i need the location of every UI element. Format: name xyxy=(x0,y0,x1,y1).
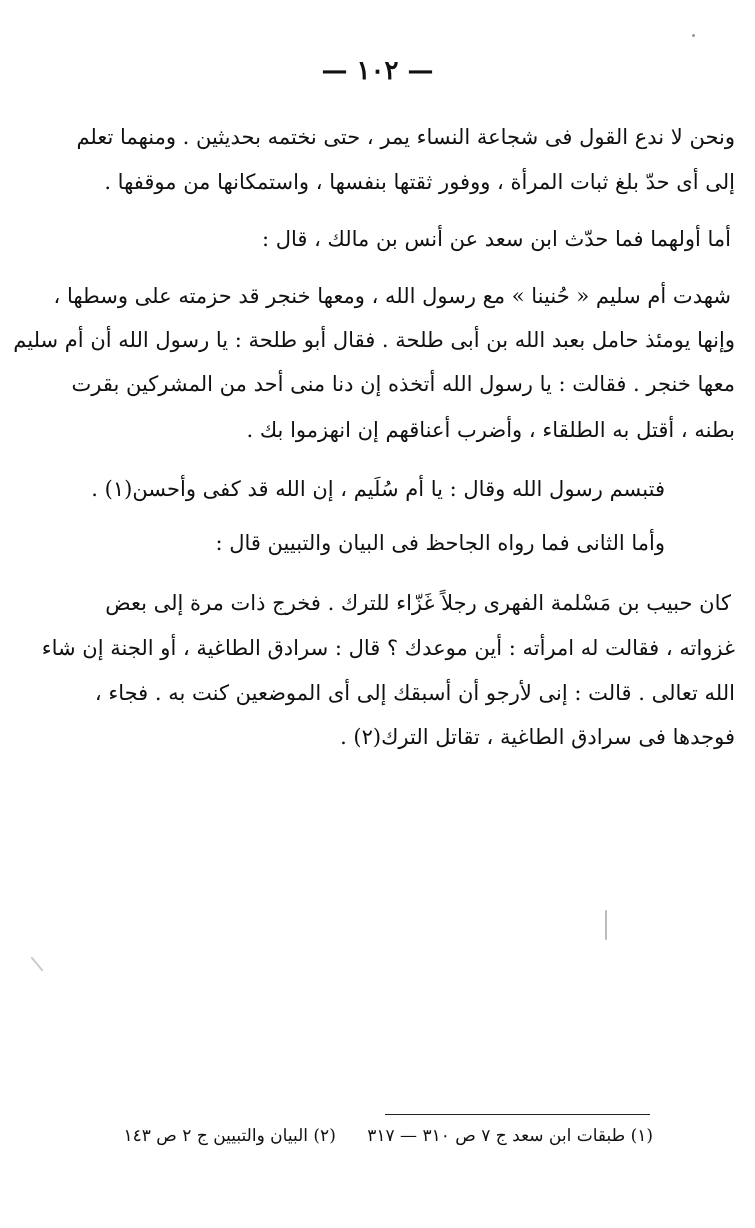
body-line-11: غزواته ، فقالت له امرأته : أين موعدك ؟ قال : سرادق الطاغية ، أو الجنة إن شاء xyxy=(41,636,735,660)
body-line-4: شهدت أم سليم « حُنينا » مع رسول الله ، ومعها خنجر قد حزمته على وسطها ، xyxy=(53,284,731,308)
body-line-8: فتبسم رسول الله وقال : يا أم سُلَيم ، إن الله قد كفى وأحسن(١) . xyxy=(91,477,665,501)
body-line-1: ونحن لا ندع القول فى شجاعة النساء يمر ، حتى نختمه بحديثين . ومنهما تعلم xyxy=(76,125,735,149)
body-line-12: الله تعالى . قالت : إنى لأرجو أن أسبقك إلى أى الموضعين كنت به . فجاء ، xyxy=(94,681,735,705)
body-line-13: فوجدها فى سرادق الطاغية ، تقاتل الترك(٢) . xyxy=(340,725,735,749)
footnote-separator xyxy=(385,1114,650,1115)
scan-mark xyxy=(30,956,43,971)
body-line-6: معها خنجر . فقالت : يا رسول الله أتخذه إن دنا منى أحد من المشركين بقرت xyxy=(71,372,735,396)
body-line-7: بطنه ، أقتل به الطلقاء ، وأضرب أعناقهم إن انهزموا بك . xyxy=(246,418,735,442)
body-line-9: وأما الثانى فما رواه الجاحظ فى البيان والتبيين قال : xyxy=(215,531,665,555)
scan-mark xyxy=(605,910,607,940)
footnote-1: (١) طبقات ابن سعد ج ٧ ص ٣١٠ — ٣١٧ xyxy=(367,1126,653,1146)
footnotes xyxy=(20,1126,653,1146)
footnote-2: (٢) البيان والتبيين ج ٢ ص ١٤٣ xyxy=(123,1126,336,1146)
body-line-3: أما أولهما فما حدّث ابن سعد عن أنس بن مالك ، قال : xyxy=(261,227,731,251)
body-line-5: وإنها يومئذ حامل بعبد الله بن أبى طلحة . فقال أبو طلحة : يا رسول الله أن أم سليم xyxy=(13,328,735,352)
body-line-2: إلى أى حدّ بلغ ثبات المرأة ، ووفور ثقتها بنفسها ، واستمكانها من موقفها . xyxy=(104,170,735,194)
body-line-10: كان حبيب بن مَسْلمة الفهرى رجلاً غَزّاء للترك . فخرج ذات مرة إلى بعض xyxy=(105,591,731,615)
page-number: — ١٠٢ — xyxy=(321,56,434,86)
scan-speck xyxy=(692,34,695,37)
